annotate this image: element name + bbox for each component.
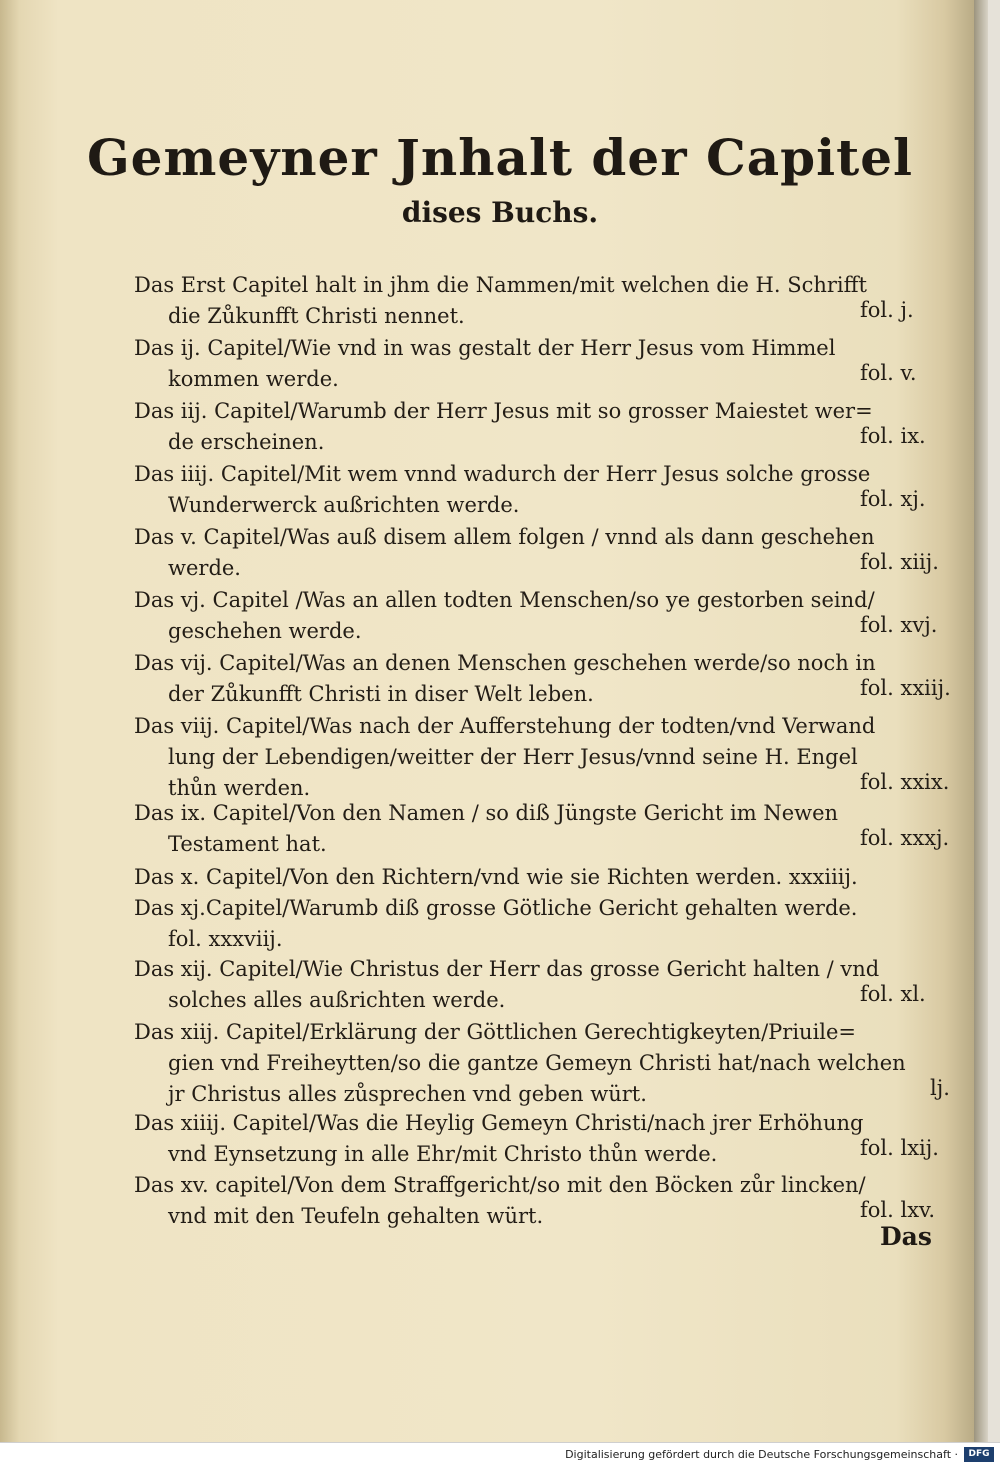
- toc-entry-heading: Das xiij. Capitel/Erklärung der Göttlichen Gerechtigkeyten/Priuile=: [134, 1020, 857, 1044]
- toc-entry-continuation: kommen werde.: [168, 367, 339, 391]
- toc-entry-continuation: Wunderwerck außrichten werde.: [168, 493, 520, 517]
- toc-folio: fol. lxv.: [860, 1198, 936, 1222]
- toc-folio: fol. xxix.: [860, 770, 950, 794]
- toc-entry-heading: Das xj.Capitel/Warumb diß grosse Götliche Gericht gehalten werde.: [134, 896, 858, 920]
- toc-entry-heading: Das iij. Capitel/Warumb der Herr Jesus mit so grosser Maiestet wer=: [134, 399, 873, 423]
- toc-folio: fol. v.: [860, 361, 917, 385]
- toc-entry-heading: Das Erst Capitel halt in jhm die Nammen/mit welchen die H. Schrifft: [134, 273, 867, 297]
- toc-folio: fol. xvj.: [860, 613, 938, 637]
- toc-entry-continuation: geschehen werde.: [168, 619, 362, 643]
- toc-entry-continuation: vnd mit den Teufeln gehalten würt.: [168, 1204, 544, 1228]
- dfg-logo: DFG: [964, 1447, 994, 1462]
- toc-folio: fol. lxij.: [860, 1136, 939, 1160]
- toc-entry-continuation: fol. xxxviij.: [168, 927, 283, 951]
- toc-folio: fol. xxxj.: [860, 826, 950, 850]
- toc-entry-continuation: vnd Eynsetzung in alle Ehr/mit Christo thůn werde.: [168, 1142, 718, 1166]
- toc-entry-heading: Das iiij. Capitel/Mit wem vnnd wadurch der Herr Jesus solche grosse: [134, 462, 871, 486]
- toc-folio: fol. ix.: [860, 424, 926, 448]
- toc-entry-continuation: lung der Lebendigen/weitter der Herr Jesus/vnnd seine H. Engel: [168, 745, 858, 769]
- toc-folio: lj.: [930, 1076, 950, 1100]
- toc-folio: fol. xxiij.: [860, 676, 951, 700]
- toc-entry-continuation: der Zůkunfft Christi in diser Welt leben.: [168, 682, 594, 706]
- toc-entry-continuation: Testament hat.: [168, 832, 327, 856]
- toc-entry-continuation: solches alles außrichten werde.: [168, 988, 506, 1012]
- toc-entry-continuation: de erscheinen.: [168, 430, 325, 454]
- toc-entry-continuation: werde.: [168, 556, 241, 580]
- toc-entry-heading: Das v. Capitel/Was auß disem allem folgen / vnnd als dann geschehen: [134, 525, 875, 549]
- toc-entry-heading: Das ix. Capitel/Von den Namen / so diß Jüngste Gericht im Newen: [134, 801, 839, 825]
- toc-folio: fol. j.: [860, 298, 914, 322]
- toc-folio: fol. xj.: [860, 487, 926, 511]
- toc-entry-heading: Das vj. Capitel /Was an allen todten Menschen/so ye gestorben seind/: [134, 588, 875, 612]
- toc-entry-heading: Das xv. capitel/Von dem Straffgericht/so mit den Böcken zůr lincken/: [134, 1173, 866, 1197]
- toc-entry-continuation: thůn werden.: [168, 776, 311, 800]
- toc-entry-heading: Das xiiij. Capitel/Was die Heylig Gemeyn Christi/nach jrer Erhöhung: [134, 1111, 864, 1135]
- toc-entry-continuation: gien vnd Freiheytten/so die gantze Gemeyn Christi hat/nach welchen: [168, 1051, 906, 1075]
- toc-folio: fol. xl.: [860, 982, 926, 1006]
- page-subtitle: dises Buchs.: [401, 196, 599, 229]
- toc-entry-heading: Das viij. Capitel/Was nach der Aufferstehung der todten/vnd Verwand: [134, 714, 876, 738]
- catchword: Das: [880, 1222, 932, 1251]
- toc-entry-heading: Das ij. Capitel/Wie vnd in was gestalt der Herr Jesus vom Himmel: [134, 336, 836, 360]
- toc-folio: fol. xiij.: [860, 550, 939, 574]
- toc-entry-continuation: die Zůkunfft Christi nennet.: [168, 304, 465, 328]
- toc-entry-heading: Das x. Capitel/Von den Richtern/vnd wie sie Richten werden. xxxiiij.: [134, 865, 858, 889]
- footer-bar: [0, 1442, 1000, 1467]
- funding-notice: Digitalisierung gefördert durch die Deutsche Forschungsgemeinschaft ·: [565, 1448, 958, 1461]
- toc-entry-heading: Das vij. Capitel/Was an denen Menschen geschehen werde/so noch in: [134, 651, 876, 675]
- toc-entry-continuation: jr Christus alles zůsprechen vnd geben würt.: [168, 1082, 647, 1106]
- page-title: Gemeyner Jnhalt der Capitel: [86, 128, 914, 187]
- toc-entry-heading: Das xij. Capitel/Wie Christus der Herr das grosse Gericht halten / vnd: [134, 957, 880, 981]
